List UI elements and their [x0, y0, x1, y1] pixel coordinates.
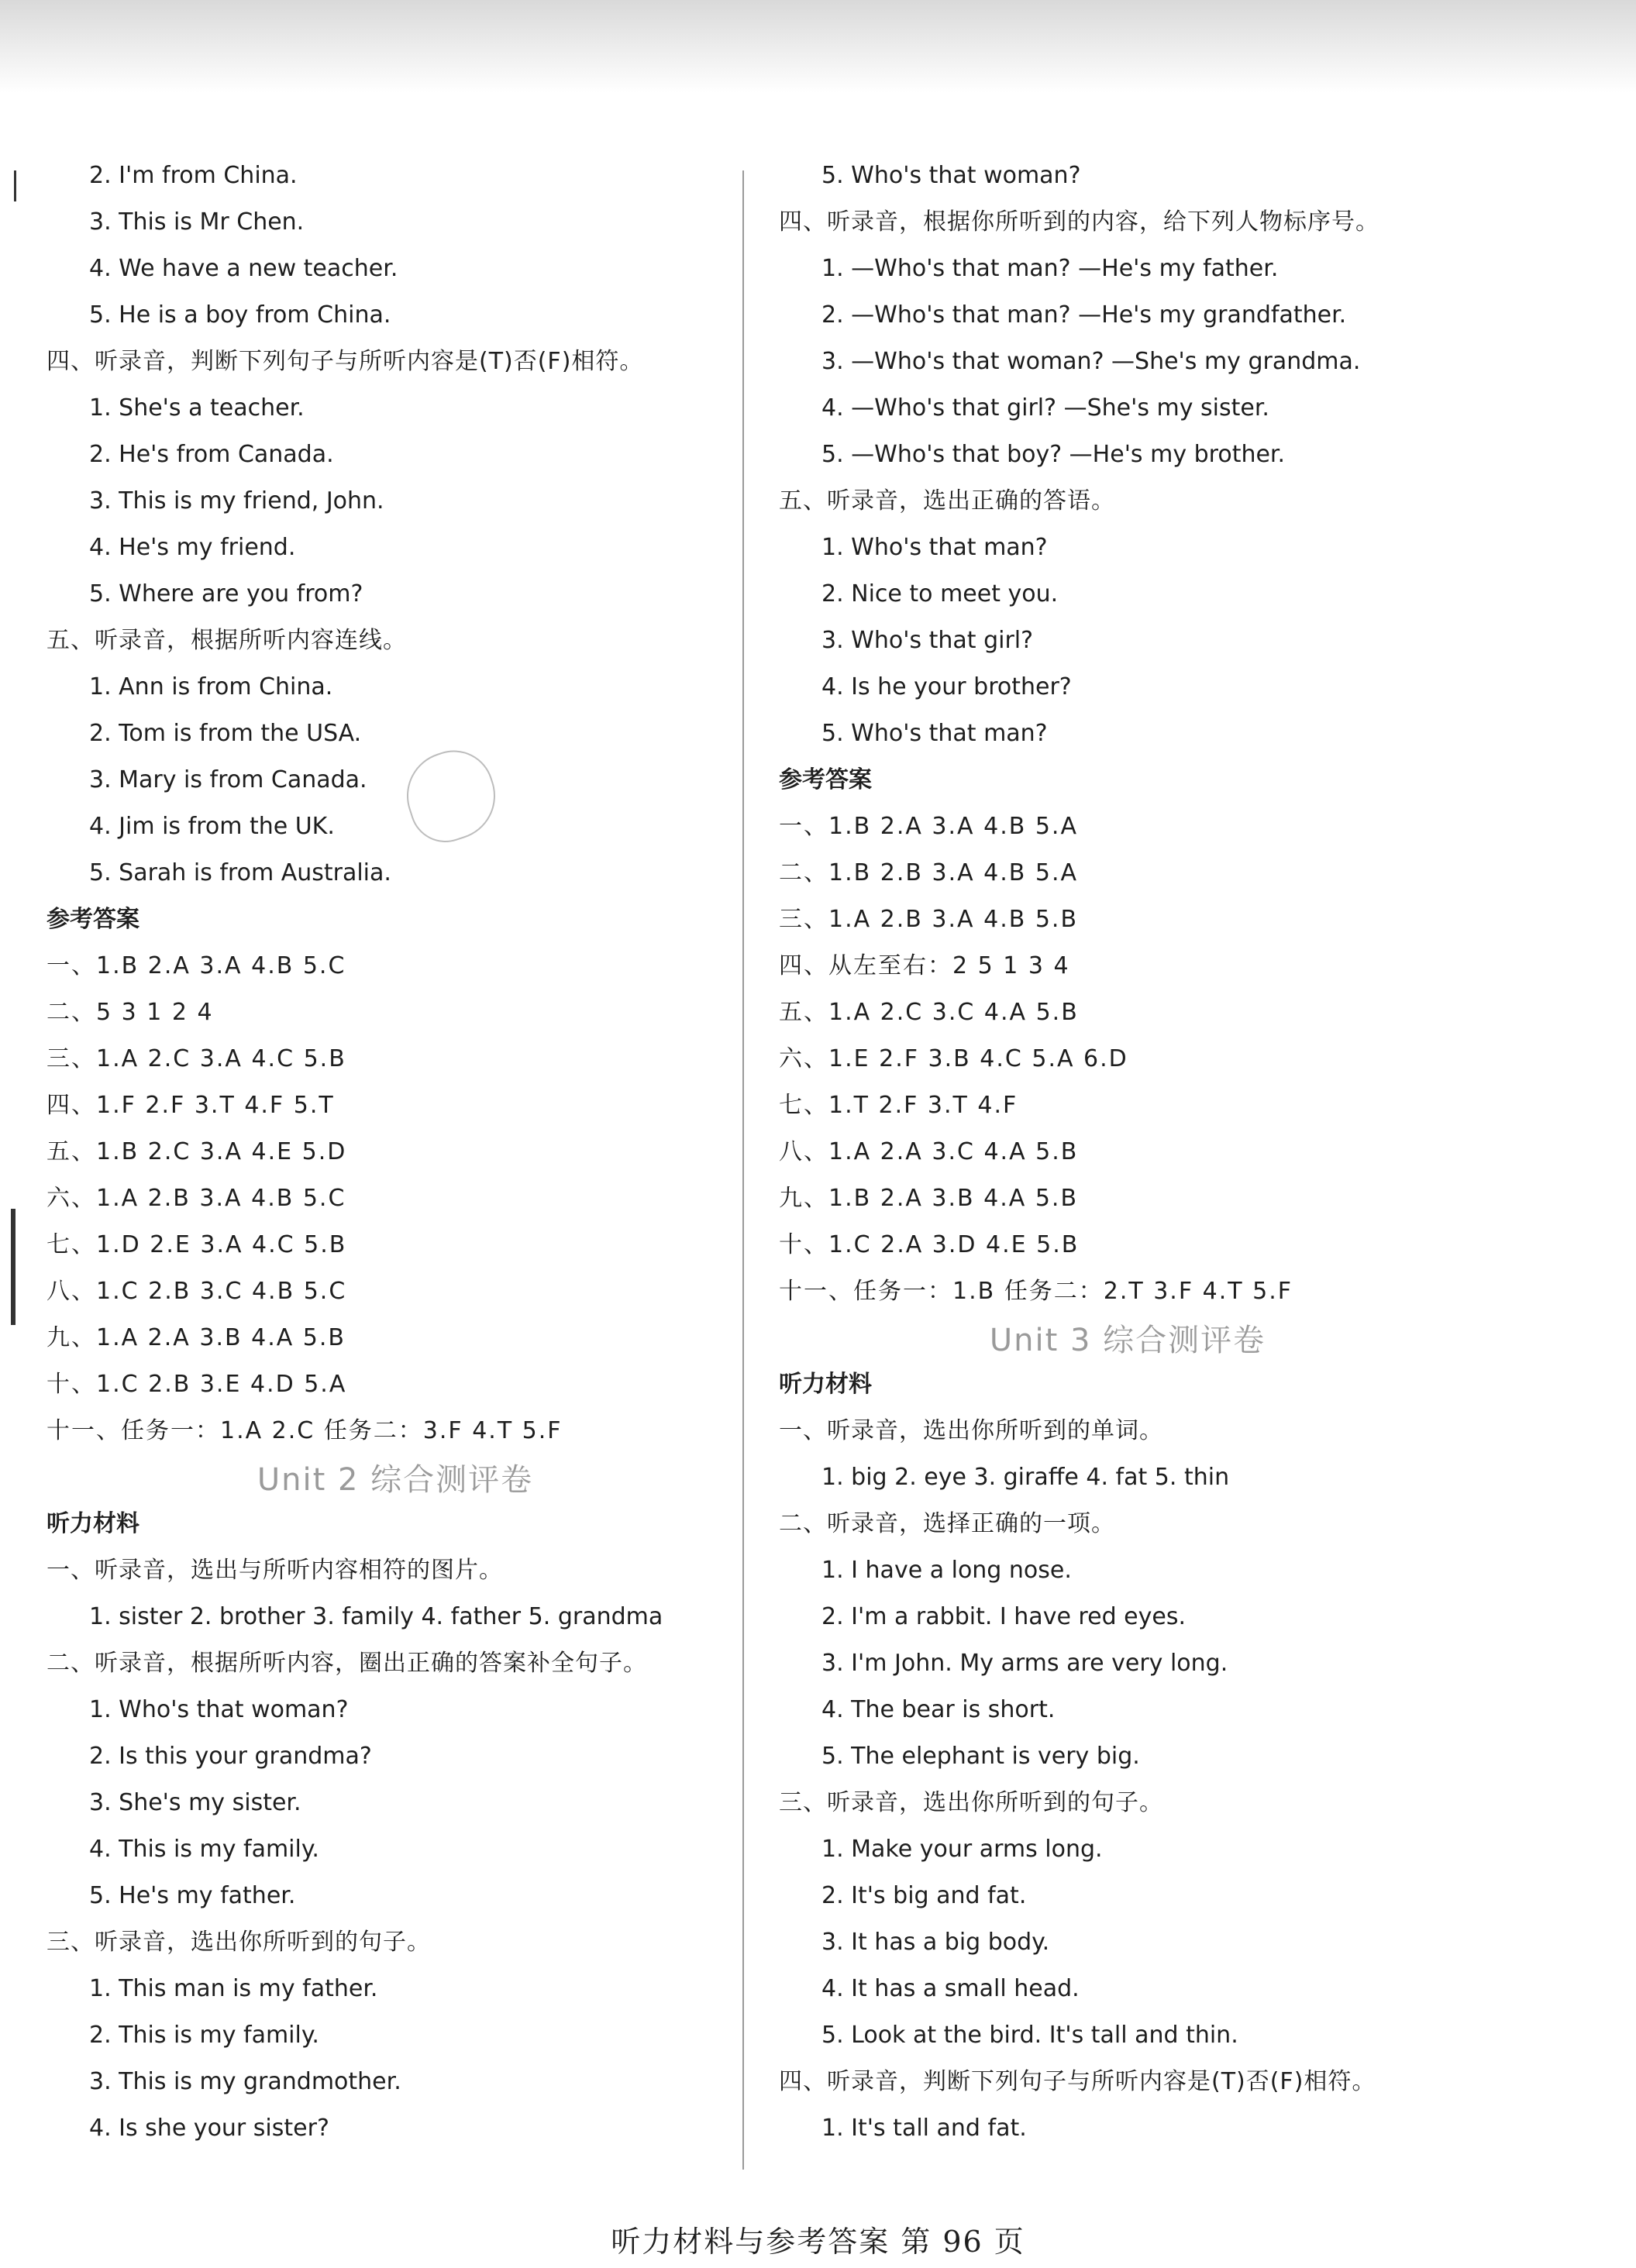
listening-item: 5. Who's that man?	[821, 720, 1048, 747]
listening-item: 1. Who's that man?	[821, 534, 1048, 561]
listening-item: 1. It's tall and fat.	[821, 2115, 1027, 2142]
answer-row: 十、1.C 2.B 3.E 4.D 5.A	[46, 1371, 347, 1398]
listening-item: 3. It has a big body.	[821, 1929, 1050, 1956]
answer-row: 五、1.B 2.C 3.A 4.E 5.D	[46, 1138, 347, 1165]
listening-item: 1. Make your arms long.	[821, 1836, 1103, 1863]
subsection-heading: 听力材料	[779, 1371, 872, 1398]
listening-item: 1. She's a teacher.	[89, 394, 305, 422]
unit-title: Unit 3 综合测评卷	[989, 1323, 1266, 1358]
listening-item: 3. Mary is from Canada.	[89, 766, 367, 793]
listening-item: 4. We have a new teacher.	[89, 255, 398, 282]
listening-item: 1. I have a long nose.	[821, 1557, 1072, 1584]
unit-title: Unit 2 综合测评卷	[257, 1462, 534, 1498]
listening-item: 1. big 2. eye 3. giraffe 4. fat 5. thin	[821, 1464, 1230, 1491]
section-heading: 五、听录音，根据所听内容连线。	[46, 627, 407, 654]
listening-item: 1. Ann is from China.	[89, 673, 333, 700]
listening-item: 5. Sarah is from Australia.	[89, 859, 391, 886]
answer-row: 八、1.C 2.B 3.C 4.B 5.C	[46, 1278, 347, 1305]
listening-item: 2. It's big and fat.	[821, 1882, 1027, 1909]
listening-item: 5. Who's that woman?	[821, 162, 1081, 189]
answer-row: 一、1.B 2.A 3.A 4.B 5.A	[779, 813, 1078, 840]
listening-item: 3. This is Mr Chen.	[89, 208, 305, 236]
section-heading: 四、听录音，根据你所听到的内容，给下列人物标序号。	[779, 208, 1379, 236]
column-divider	[742, 170, 744, 2170]
section-heading: 一、听录音，选出与所听内容相符的图片。	[46, 1557, 503, 1584]
listening-item: 2. —Who's that man? —He's my grandfather.	[821, 301, 1347, 329]
listening-item: 5. Where are you from?	[89, 580, 363, 607]
listening-item: 4. Is he your brother?	[821, 673, 1072, 700]
listening-item: 4. He's my friend.	[89, 534, 296, 561]
listening-item: 2. Is this your grandma?	[89, 1743, 372, 1770]
section-heading: 二、听录音，选择正确的一项。	[779, 1510, 1115, 1537]
listening-item: 4. This is my family.	[89, 1836, 319, 1863]
answer-row: 四、1.F 2.F 3.T 4.F 5.T	[46, 1092, 335, 1119]
section-heading: 二、听录音，根据所听内容，圈出正确的答案补全句子。	[46, 1650, 647, 1677]
section-heading: 一、听录音，选出你所听到的单词。	[779, 1417, 1163, 1444]
subsection-heading: 参考答案	[46, 906, 139, 933]
listening-item: 3. This is my grandmother.	[89, 2068, 401, 2095]
listening-item: 2. He's from Canada.	[89, 441, 334, 468]
section-heading: 四、听录音，判断下列句子与所听内容是(T)否(F)相符。	[779, 2068, 1376, 2095]
listening-item: 4. —Who's that girl? —She's my sister.	[821, 394, 1269, 422]
answer-row: 四、从左至右：2 5 1 3 4	[779, 952, 1070, 979]
listening-item: 2. Tom is from the USA.	[89, 720, 362, 747]
listening-item: 5. He's my father.	[89, 1882, 296, 1909]
answer-row: 七、1.T 2.F 3.T 4.F	[779, 1092, 1018, 1119]
listening-item: 1. sister 2. brother 3. family 4. father 5. grandma	[89, 1603, 663, 1630]
left-column	[46, 159, 744, 2145]
answer-row: 七、1.D 2.E 3.A 4.C 5.B	[46, 1231, 347, 1258]
listening-item: 4. Jim is from the UK.	[89, 813, 335, 840]
scan-top-band	[0, 0, 1636, 93]
listening-item: 2. I'm from China.	[89, 162, 298, 189]
answer-row: 九、1.B 2.A 3.B 4.A 5.B	[779, 1185, 1079, 1212]
answer-row: 十一、任务一：1.B 任务二：2.T 3.F 4.T 5.F	[779, 1278, 1293, 1305]
answer-row: 二、1.B 2.B 3.A 4.B 5.A	[779, 859, 1079, 886]
answer-row: 三、1.A 2.C 3.A 4.C 5.B	[46, 1045, 346, 1072]
listening-item: 5. The elephant is very big.	[821, 1743, 1140, 1770]
right-column	[779, 159, 1476, 2145]
listening-item: 4. The bear is short.	[821, 1696, 1056, 1723]
answer-row: 三、1.A 2.B 3.A 4.B 5.B	[779, 906, 1079, 933]
subsection-heading: 听力材料	[46, 1510, 139, 1537]
answer-row: 九、1.A 2.A 3.B 4.A 5.B	[46, 1324, 346, 1351]
answer-row: 十、1.C 2.A 3.D 4.E 5.B	[779, 1231, 1080, 1258]
left-edge-mark	[11, 1209, 15, 1325]
listening-item: 5. —Who's that boy? —He's my brother.	[821, 441, 1286, 468]
listening-item: 3. I'm John. My arms are very long.	[821, 1650, 1228, 1677]
listening-item: 3. This is my friend, John.	[89, 487, 384, 515]
section-heading: 四、听录音，判断下列句子与所听内容是(T)否(F)相符。	[46, 348, 644, 375]
answer-row: 六、1.E 2.F 3.B 4.C 5.A 6.D	[779, 1045, 1128, 1072]
listening-item: 1. This man is my father.	[89, 1975, 378, 2002]
listening-item: 5. Look at the bird. It's tall and thin.	[821, 2022, 1238, 2049]
listening-item: 4. Is she your sister?	[89, 2115, 329, 2142]
listening-item: 3. She's my sister.	[89, 1789, 301, 1816]
listening-item: 5. He is a boy from China.	[89, 301, 391, 329]
section-heading: 五、听录音，选出正确的答语。	[779, 487, 1115, 515]
answer-row: 五、1.A 2.C 3.C 4.A 5.B	[779, 999, 1079, 1026]
answer-row: 一、1.B 2.A 3.A 4.B 5.C	[46, 952, 346, 979]
listening-item: 2. I'm a rabbit. I have red eyes.	[821, 1603, 1186, 1630]
listening-item: 4. It has a small head.	[821, 1975, 1080, 2002]
listening-item: 1. —Who's that man? —He's my father.	[821, 255, 1279, 282]
subsection-heading: 参考答案	[779, 766, 872, 793]
page-footer: 听力材料与参考答案 第 96 页	[611, 2225, 1025, 2259]
section-heading: 三、听录音，选出你所听到的句子。	[779, 1789, 1163, 1816]
answer-row: 六、1.A 2.B 3.A 4.B 5.C	[46, 1185, 346, 1212]
listening-item: 3. —Who's that woman? —She's my grandma.	[821, 348, 1361, 375]
answer-row: 十一、任务一：1.A 2.C 任务二：3.F 4.T 5.F	[46, 1417, 563, 1444]
left-edge-mark	[14, 170, 16, 201]
listening-item: 2. Nice to meet you.	[821, 580, 1059, 607]
listening-item: 3. Who's that girl?	[821, 627, 1034, 654]
answer-row: 八、1.A 2.A 3.C 4.A 5.B	[779, 1138, 1079, 1165]
section-heading: 三、听录音，选出你所听到的句子。	[46, 1929, 431, 1956]
listening-item: 1. Who's that woman?	[89, 1696, 349, 1723]
listening-item: 2. This is my family.	[89, 2022, 319, 2049]
answer-row: 二、5 3 1 2 4	[46, 999, 214, 1026]
